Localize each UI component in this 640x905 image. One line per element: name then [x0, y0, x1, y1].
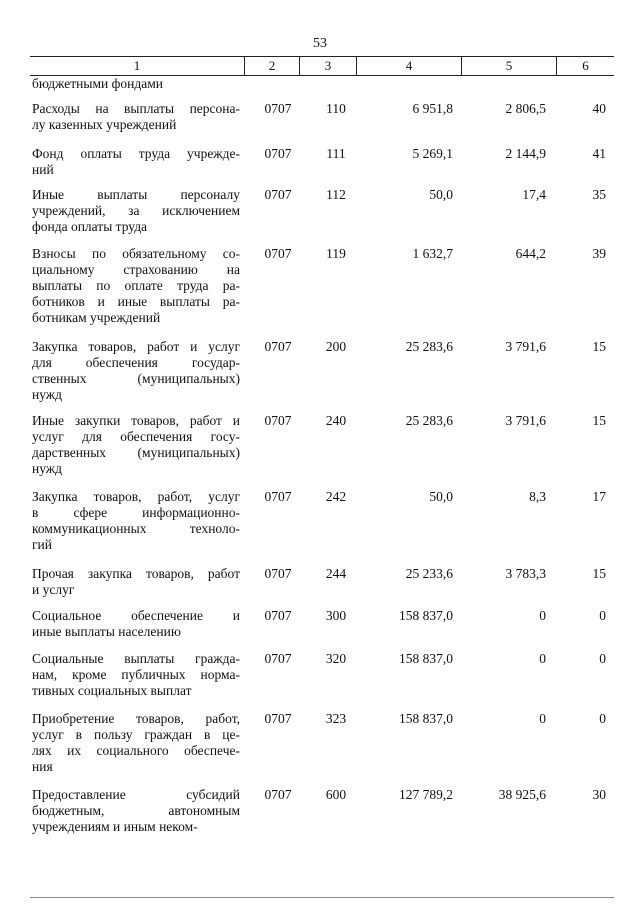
expense-type-code: 244 — [325, 566, 347, 581]
planned-amount: 158 837,0 — [399, 608, 453, 623]
expense-type-code: 112 — [326, 187, 346, 202]
execution-percent: 15 — [592, 413, 606, 428]
section-code: 0707 — [264, 566, 292, 581]
section-code: 0707 — [264, 146, 292, 161]
row-description: Фонд оплаты труда учрежде- ний — [32, 146, 240, 177]
planned-amount: 25 233,6 — [405, 566, 453, 581]
planned-amount: 25 283,6 — [405, 413, 453, 428]
page-number: 53 — [313, 36, 327, 51]
expense-type-code: 600 — [325, 787, 347, 802]
column-header-1: 1 — [133, 58, 141, 73]
executed-amount: 38 925,6 — [498, 787, 546, 802]
row-description: Расходы на выплаты персона- лу казенных учреждений — [32, 101, 240, 132]
section-code: 0707 — [264, 489, 292, 504]
section-code: 0707 — [264, 651, 292, 666]
execution-percent: 39 — [592, 246, 606, 261]
column-header-2: 2 — [268, 58, 276, 73]
executed-amount: 3 783,3 — [505, 566, 546, 581]
section-code: 0707 — [264, 246, 292, 261]
continuation-text: бюджетными фондами — [32, 76, 163, 91]
section-code: 0707 — [264, 711, 292, 726]
column-header-4: 4 — [405, 58, 413, 73]
executed-amount: 8,3 — [529, 489, 546, 504]
executed-amount: 2 806,5 — [505, 101, 546, 116]
execution-percent: 30 — [592, 787, 606, 802]
section-code: 0707 — [264, 101, 292, 116]
execution-percent: 0 — [599, 711, 606, 726]
row-description: Закупка товаров, работ и услуг для обеспечения государ- ственных (муниципальных) нужд — [32, 339, 240, 402]
section-code: 0707 — [264, 608, 292, 623]
planned-amount: 50,0 — [429, 187, 453, 202]
executed-amount: 0 — [539, 651, 546, 666]
expense-type-code: 200 — [325, 339, 347, 354]
execution-percent: 40 — [592, 101, 606, 116]
execution-percent: 35 — [592, 187, 606, 202]
expense-type-code: 300 — [325, 608, 347, 623]
planned-amount: 6 951,8 — [412, 101, 453, 116]
planned-amount: 158 837,0 — [399, 711, 453, 726]
section-code: 0707 — [264, 187, 292, 202]
expense-type-code: 119 — [326, 246, 346, 261]
execution-percent: 15 — [592, 339, 606, 354]
expense-type-code: 110 — [326, 101, 346, 116]
bottom-rule — [30, 897, 614, 898]
row-description: Прочая закупка товаров, работ и услуг — [32, 566, 240, 597]
executed-amount: 3 791,6 — [505, 339, 546, 354]
planned-amount: 1 632,7 — [412, 246, 453, 261]
executed-amount: 0 — [539, 711, 546, 726]
row-description: Иные закупки товаров, работ и услуг для обеспечения госу- дарственных (муниципальных) нужд — [32, 413, 240, 476]
expense-type-code: 320 — [325, 651, 347, 666]
executed-amount: 2 144,9 — [505, 146, 546, 161]
column-header-5: 5 — [505, 58, 513, 73]
executed-amount: 3 791,6 — [505, 413, 546, 428]
expense-type-code: 111 — [326, 146, 346, 161]
row-description: Предоставление субсидий бюджетным, автономным учреждениям и иным неком- — [32, 787, 240, 834]
section-code: 0707 — [264, 787, 292, 802]
planned-amount: 5 269,1 — [412, 146, 453, 161]
execution-percent: 41 — [592, 146, 606, 161]
table-header — [30, 56, 614, 76]
row-description: Приобретение товаров, работ, услуг в пользу граждан в це- лях их социального обеспече- ния — [32, 711, 240, 774]
column-header-3: 3 — [324, 58, 332, 73]
expense-type-code: 242 — [325, 489, 347, 504]
planned-amount: 50,0 — [429, 489, 453, 504]
execution-percent: 15 — [592, 566, 606, 581]
execution-percent: 0 — [599, 608, 606, 623]
planned-amount: 127 789,2 — [399, 787, 453, 802]
expense-type-code: 240 — [325, 413, 347, 428]
execution-percent: 17 — [592, 489, 606, 504]
row-description: Взносы по обязательному со- циальному страхованию на выплаты по оплате труда ра- ботников и иные выплаты ра- ботникам учреждений — [32, 246, 240, 325]
executed-amount: 0 — [539, 608, 546, 623]
column-header-6: 6 — [582, 58, 589, 73]
executed-amount: 644,2 — [515, 246, 546, 261]
section-code: 0707 — [264, 413, 292, 428]
execution-percent: 0 — [599, 651, 606, 666]
row-description: Иные выплаты персоналу учреждений, за исключением фонда оплаты труда — [32, 187, 240, 234]
row-description: Социальные выплаты гражда- нам, кроме публичных норма- тивных социальных выплат — [32, 651, 240, 698]
expense-type-code: 323 — [325, 711, 347, 726]
row-description: Социальное обеспечение и иные выплаты населению — [32, 608, 240, 639]
planned-amount: 158 837,0 — [399, 651, 453, 666]
executed-amount: 17,4 — [522, 187, 546, 202]
section-code: 0707 — [264, 339, 292, 354]
row-description: Закупка товаров, работ, услуг в сфере информационно- коммуникационных техноло- гий — [32, 489, 240, 552]
planned-amount: 25 283,6 — [405, 339, 453, 354]
